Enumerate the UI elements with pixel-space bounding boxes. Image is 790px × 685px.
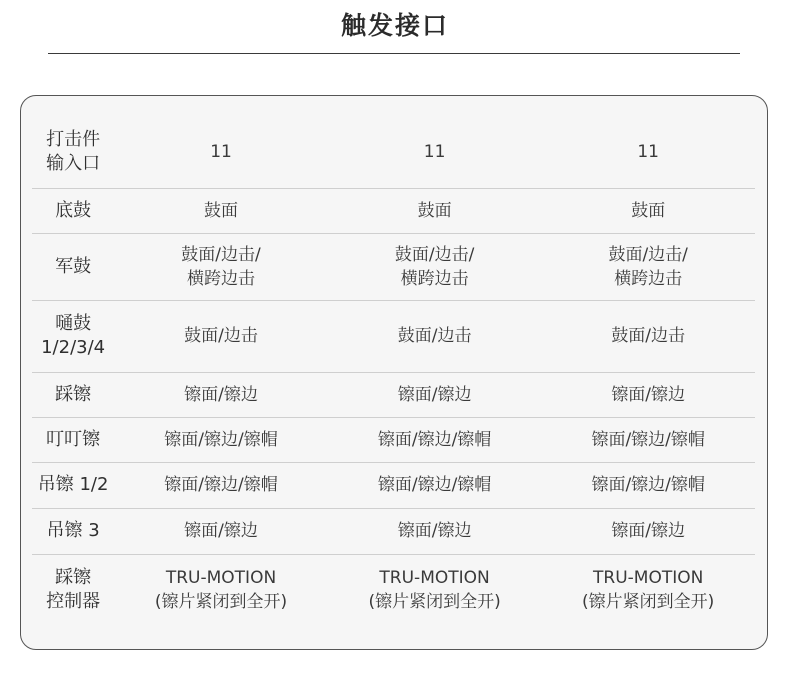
table-cell: 鼓面 [328,188,542,233]
table-cell: 镲面/镲边 [328,508,542,554]
table-cell: TRU-MOTION (镲片紧闭到全开) [154,568,288,613]
table-row-kick [32,188,755,233]
table-row-toms [32,300,755,372]
page-title: 触发接口 [340,11,449,40]
table-row-crash-1-2 [32,462,755,508]
table-cell: 11 [541,117,755,188]
row-label: 吊镲 1/2 [32,462,114,508]
table-row-pad-inputs [32,117,755,188]
table-cell: 镲面/镲边/镲帽 [328,462,542,508]
trigger-interface-table [32,117,755,626]
table-cell: 鼓面/边击 [541,300,755,372]
table-cell: 鼓面/边击/ 横跨边击 [328,233,542,300]
table-row-hihat [32,372,755,417]
row-label: 军鼓 [32,233,114,300]
table-cell: 镲面/镲边 [328,372,542,417]
table-cell: 镲面/镲边/镲帽 [541,462,755,508]
table-cell: 镲面/镲边/镲帽 [328,417,542,462]
table-row-crash-3 [32,508,755,554]
row-label: 踩镲 [32,372,114,417]
table-cell: 鼓面/边击 [328,300,542,372]
table-cell: 镲面/镲边/镲帽 [114,417,328,462]
table-cell: 鼓面/边击/ 横跨边击 [541,233,755,300]
table-cell: 11 [114,117,328,188]
table-cell: TRU-MOTION (镲片紧闭到全开) [582,568,715,613]
table-cell: 镲面/镲边 [541,372,755,417]
table-cell: 11 [328,117,542,188]
table-cell: 镲面/镲边/镲帽 [541,417,755,462]
table-row-ride [32,417,755,462]
table-cell: TRU-MOTION (镲片紧闭到全开) [368,568,501,613]
table-cell: 鼓面 [114,188,328,233]
table-cell: 镲面/镲边 [541,508,755,554]
row-label: 叮叮镲 [32,417,114,462]
row-label: 吊镲 3 [32,508,114,554]
table-row-snare [32,233,755,300]
table-cell: 鼓面/边击 [114,300,328,372]
table-cell: 鼓面 [541,188,755,233]
table-row-hihat-controller [32,554,755,626]
row-label: 踩镲 控制器 [46,567,101,613]
spec-card [20,95,768,650]
table-cell: 镲面/镲边 [114,508,328,554]
row-label: 打击件 输入口 [32,117,114,188]
title-divider [48,53,740,54]
table-cell: 鼓面/边击/ 横跨边击 [114,233,328,300]
row-label: 嗵鼓 1/2/3/4 [32,300,114,372]
row-label: 底鼓 [32,188,114,233]
table-cell: 镲面/镲边/镲帽 [114,462,328,508]
table-cell: 镲面/镲边 [114,372,328,417]
